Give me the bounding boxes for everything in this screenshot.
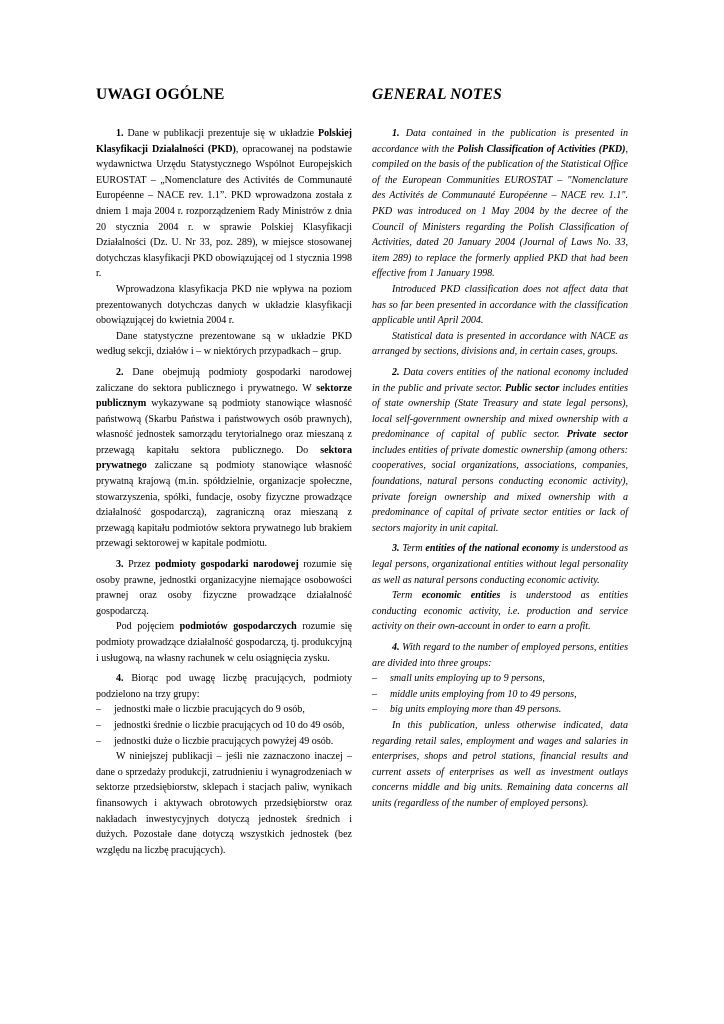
text: includes entities of private domestic ownership (among others: cooperatives, social organizations, associations, companies, foundations, natural persons conducting economic activity), private foreign ownership and mixed ownership with a predominance of capital of private sector entities or lack of sectors majority in unit capital. <box>372 444 628 534</box>
text: rozumie się osoby prawne, jednostki organizacyjne niemające osobowości prawnej oraz osoby fizyczne prowadzące działalność gospodarczą. <box>96 559 352 617</box>
note-4-paragraph <box>372 640 628 671</box>
size-group-list <box>372 671 628 718</box>
list-item: – small units employing up to 9 persons, <box>372 671 628 687</box>
note-number: 2. <box>392 366 400 378</box>
text: Term <box>392 590 422 602</box>
bold-term: podmiotów gospodarczych <box>179 621 297 633</box>
text: rozumie się podmioty prowadzące działalność gospodarczą, tj. produkcyjną i usługową, na własny rachunek w celu osiągnięcia zysku. <box>96 621 352 664</box>
text: Dane w publikacji prezentuje się w układzie <box>123 128 318 139</box>
note-2-paragraph <box>96 365 352 552</box>
note-3-paragraph <box>96 557 352 619</box>
bold-term: podmioty gospodarki narodowej <box>155 559 299 571</box>
note-1-paragraph <box>96 126 352 282</box>
bold-term: economic entities <box>421 590 501 602</box>
text: wykazywane są podmioty stanowiące własność państwową (Skarbu Państwa i państwowych osób prawnych), własność jednostek samorządu terytorialnego oraz mieszaną z przewagą kapitału sektora publicznego. Do <box>96 398 352 456</box>
bold-term: Polish Classification of Activities (PKD) <box>457 143 626 155</box>
note-4-paragraph <box>96 671 352 702</box>
list-item: – jednostki duże o liczbie pracujących powyżej 49 osób. <box>96 734 352 750</box>
paragraph: In this publication, unless otherwise indicated, data regarding retail sales, employment and wages and salaries in enterprises, shops and petrol stations, financial results and current assets of enterprises as well as investment outlays concerns middle and big units. Remaining data concerns all units (regardless of the number of employed persons). <box>372 719 628 809</box>
paragraph <box>96 619 352 666</box>
text: is understood as entities conducting economic activity, i.e. production and service activity on their own-account in order to earn a profit. <box>372 590 628 633</box>
text: , opracowanej na podstawie wydawnictwa Urzędu Statystycznego Wspólnot Europejskich EUROSTAT – „Nomenclature des Activités de Communauté Européenne – NACE rev. 1.1”. PKD wprowadzona została z dniem 1 maja 2004 r. rozporządzeniem Rady Ministrów z dnia 20 stycznia 2004 r. w sprawie Polskiej Klasyfikacji Działalności (Dz. U. Nr 33, poz. 289), w miejsce stosowanej dotychczas klasyfikacji PKD obowiązującej od 1 stycznia 1998 r. <box>96 143 352 280</box>
note-number: 3. <box>116 559 124 571</box>
text: Data contained in the publication is presented in accordance with the <box>372 128 628 155</box>
text: is understood as legal persons, organizational entities without legal personality as well as natural persons conducting economic activity. <box>372 543 628 586</box>
bold-term: Polskiej Klasyfikacji Działalności (PKD) <box>96 128 352 155</box>
bold-term: sektorze publicznym <box>96 382 352 410</box>
english-column <box>372 86 628 812</box>
note-2-paragraph <box>372 365 628 537</box>
bold-term: Private sector <box>566 429 628 441</box>
text: Data covers entities of the national economy included in the public and private sector. <box>372 366 628 394</box>
list-item: – big units employing more than 49 persons. <box>372 702 628 718</box>
paragraph: Wprowadzona klasyfikacja PKD nie wpływa na poziom prezentowanych dotychczas danych w układzie klasyfikacji obowiązującej do kwietnia 2004 r. <box>96 283 352 327</box>
note-number: 4. <box>116 673 124 685</box>
bold-term: entities of the national economy <box>425 543 559 555</box>
size-group-list <box>96 702 352 749</box>
paragraph: Statistical data is presented in accordance with NACE as arranged by sections, divisions and, in certain cases, groups. <box>372 330 628 358</box>
note-number: 3. <box>392 543 400 555</box>
text: Term <box>399 543 426 555</box>
text: includes entities of state ownership (State Treasury and state legal persons), local self-government ownership and mixed ownership with a predominance of capital of public sector. <box>372 382 628 441</box>
note-number: 4. <box>392 642 400 653</box>
text: zaliczane są podmioty stanowiące własność prywatną krajową (m.in. spółdzielnie, organizacje społeczne, stowarzyszenia, spółki, fundacje, osoby fizyczne prowadzące działalność gospodarczą), zagraniczną oraz mieszaną z przewagą kapitału podmiotów sektora prywatnego lub brakiem przewagi sektorowej w kapitale podmiotu. <box>96 460 352 550</box>
bold-term: sektora prywatnego <box>96 444 352 472</box>
paragraph: Dane statystyczne prezentowane są w układzie PKD według sekcji, działów i – w niektórych przypadkach – grup. <box>96 330 352 358</box>
polish-column <box>96 86 352 858</box>
text: Przez <box>123 559 156 571</box>
section-title: GENERAL NOTES <box>372 86 502 103</box>
list-item: – jednostki małe o liczbie pracujących do 9 osób, <box>96 702 352 718</box>
bold-term: Public sector <box>504 382 560 394</box>
text: Pod pojęciem <box>116 621 180 633</box>
text: Dane obejmują podmioty gospodarki narodowej zaliczane do sektora publicznego i prywatnego. W <box>96 366 352 394</box>
note-number: 1. <box>392 128 400 139</box>
note-3-paragraph <box>372 541 628 588</box>
text: , compiled on the basis of the publication of the Statistical Office of the European Communities EUROSTAT – "Nomenclature des Activités de Communauté Européenne – NACE rev. 1.1". PKD was introduced on 1 May 2004 by the decree of the Council of Ministers regarding the Polish Classification of Activities, dated 20 January 2004 (Journal of Laws No. 33, item 289) to replace the formerly applied PKD that had been effective from 1 January 1998. <box>372 143 628 280</box>
note-number: 2. <box>116 366 124 378</box>
text: Biorąc pod uwagę liczbę pracujących, podmioty podzielono na trzy grupy: <box>96 673 352 700</box>
note-number: 1. <box>116 128 124 139</box>
note-1-paragraph <box>372 126 628 282</box>
paragraph: Introduced PKD classification does not affect data that has so far been presented in accordance with the classification applicable until April 2004. <box>372 283 628 327</box>
list-item: – middle units employing from 10 to 49 persons, <box>372 687 628 703</box>
section-title: UWAGI OGÓLNE <box>96 86 225 103</box>
paragraph: W niniejszej publikacji – jeśli nie zaznaczono inaczej – dane o sprzedaży produkcji, zatrudnieniu i wynagrodzeniach w sektorze przedsiębiorstw, sklepach i stacjach paliw, wynikach finansowych i aktywach obrotowych przedsiębiorstw oraz nakładach inwestycyjnych dotyczą jednostek średnich i dużych. Pozostałe dane dotyczą wszystkich jednostek (bez względu na liczbę pracujących). <box>96 751 352 856</box>
text: With regard to the number of employed persons, entities are divided into three groups: <box>372 642 628 669</box>
list-item: – jednostki średnie o liczbie pracujących od 10 do 49 osób, <box>96 718 352 734</box>
paragraph <box>372 588 628 635</box>
